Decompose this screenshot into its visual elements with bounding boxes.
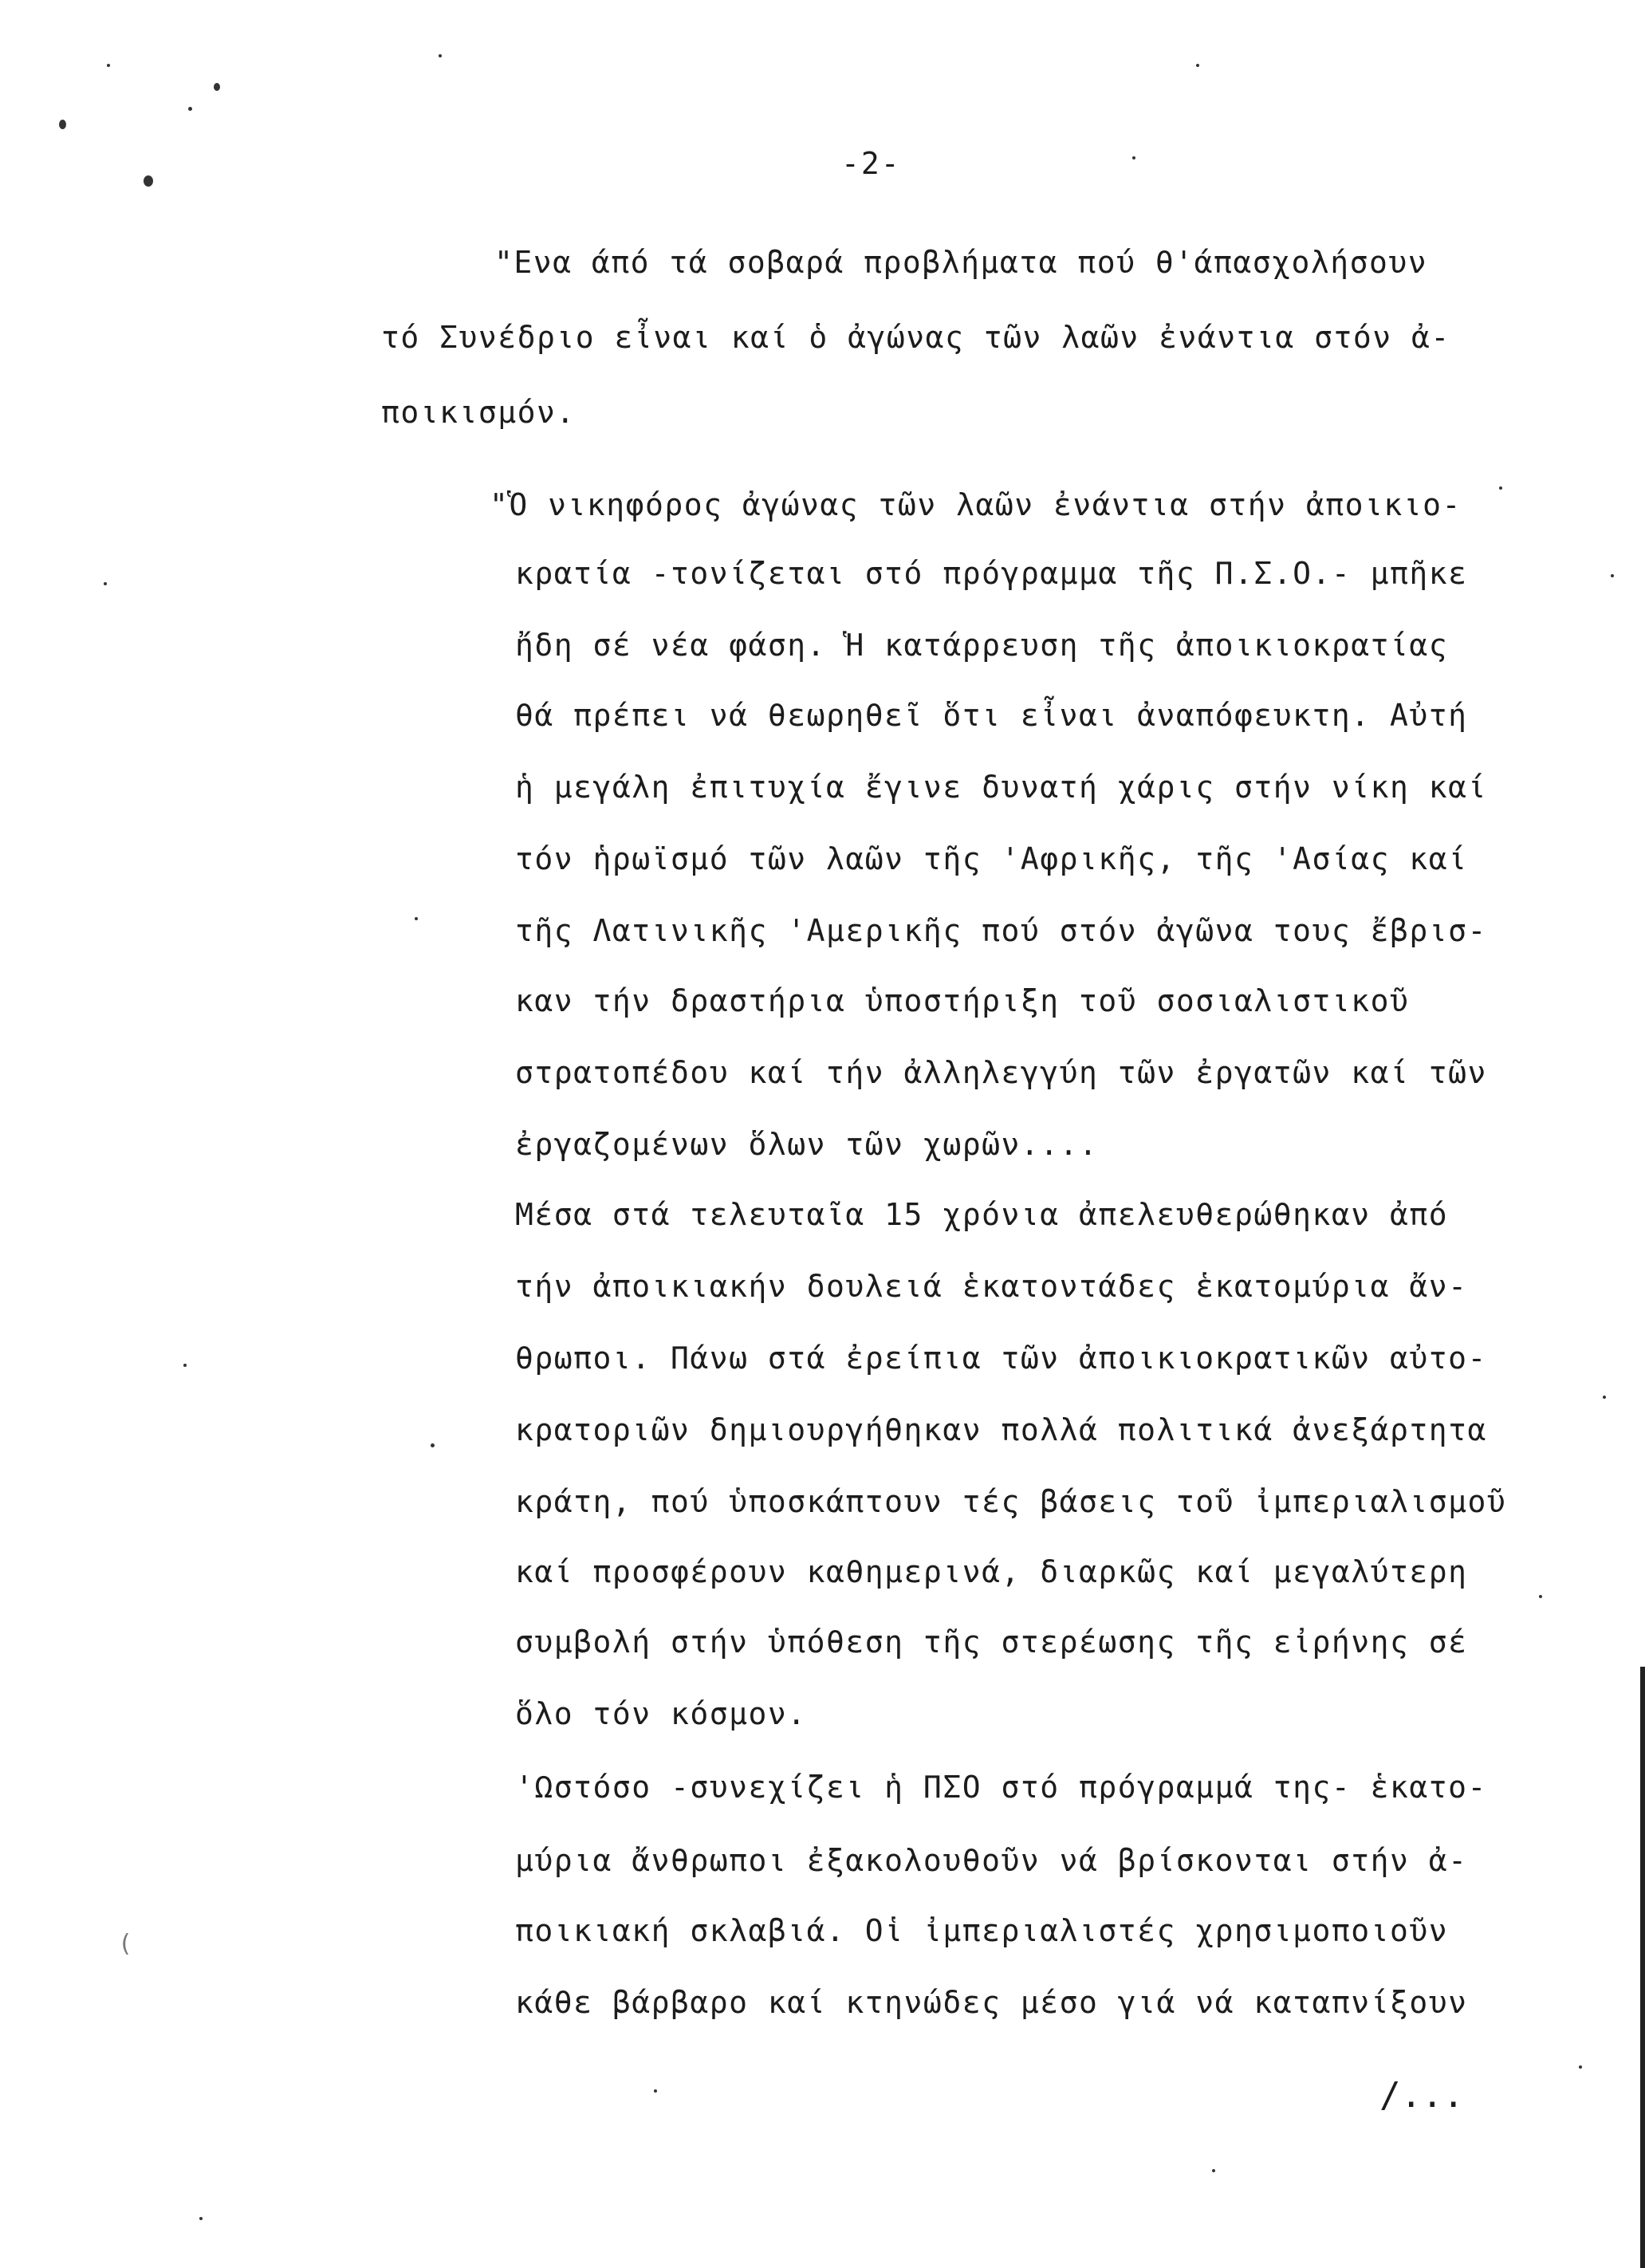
scan-speck [59,120,66,129]
text-line: ἤδη σέ νέα φάση. Ἡ κατάρρευση τῆς ἀποικιοκρατίας [515,628,1449,663]
page-number: -2- [841,146,901,181]
text-line: ποικισμόν. [381,395,576,430]
scan-speck [1196,64,1199,67]
scan-speck [1603,1396,1606,1399]
text-line: θά πρέπει νά θεωρηθεῖ ὅτι εἶναι ἀναπόφευκτη. Αὐτή [515,698,1468,733]
scan-speck [1499,486,1502,490]
scan-speck [199,2217,203,2220]
scan-speck [439,54,442,57]
text-line: τό Συνέδριο εἶναι καί ὁ ἀγώνας τῶν λαῶν ἐνάντια στόν ἀ- [381,320,1450,355]
scan-speck [188,107,192,111]
scan-speck [431,1443,435,1447]
text-line: κρατία -τονίζεται στό πρόγραμμα τῆς Π.Σ.Ο.- μπῆκε [515,556,1468,591]
scan-speck [1539,1595,1542,1598]
text-line: ἐργαζομένων ὅλων τῶν χωρῶν.... [515,1127,1099,1162]
text-line: ἡ μεγάλη ἐπιτυχία ἔγινε δυνατή χάρις στήν νίκη καί [515,770,1487,805]
scan-edge-shadow [1640,1667,1645,2268]
margin-scribble: ( [118,1930,133,1958]
text-line: μύρια ἄνθρωποι ἐξακολουθοῦν νά βρίσκονται στήν ἀ- [515,1843,1468,1878]
scan-speck [654,2089,657,2093]
text-line: ὅλο τόν κόσμον. [515,1696,807,1731]
scan-speck [1579,2065,1582,2069]
text-line: τῆς Λατινικῆς 'Αμερικῆς πού στόν ἀγῶνα τους ἔβρισ- [515,913,1487,948]
text-line: κρατοριῶν δημιουργήθηκαν πολλά πολιτικά ἀνεξάρτητα [515,1412,1487,1447]
text-line: ποικιακή σκλαβιά. Οἱ ἰμπεριαλιστές χρησιμοποιοῦν [515,1913,1449,1948]
text-line: κράτη, πού ὑποσκάπτουν τές βάσεις τοῦ ἰμπεριαλισμοῦ [515,1484,1507,1519]
scan-speck [1611,574,1614,577]
text-line: στρατοπέδου καί τήν ἀλληλεγγύη τῶν ἐργατῶν καί τῶν [515,1055,1487,1090]
scan-speck [214,83,220,91]
text-line: συμβολή στήν ὑπόθεση τῆς στερέωσης τῆς εἰρήνης σέ [515,1624,1468,1660]
continuation-mark: /... [1379,2075,1464,2116]
text-line: καί προσφέρουν καθημερινά, διαρκῶς καί μεγαλύτερη [515,1554,1468,1589]
text-line: "Ενα άπό τά σοβαρά προβλήματα πού θ'άπασχολήσουν [494,245,1428,280]
scan-speck [104,582,107,585]
text-line: τήν ἀποικιακήν δουλειά ἑκατοντάδες ἑκατομύρια ἄν- [515,1269,1468,1304]
scan-speck [1212,2169,1215,2172]
text-line: τόν ἡρωϊσμό τῶν λαῶν τῆς 'Αφρικῆς, τῆς 'Ασίας καί [515,841,1468,876]
text-line: κάθε βάρβαρο καί κτηνώδες μέσο γιά νά καταπνίξουν [515,1985,1468,2020]
scan-speck [144,175,153,187]
text-line: "Ὁ νικηφόρος ἀγώνας τῶν λαῶν ἐνάντια στήν ἀποικιο- [490,487,1462,522]
scan-speck [415,917,418,920]
text-line: θρωποι. Πάνω στά ἐρείπια τῶν ἀποικιοκρατικῶν αὐτο- [515,1341,1487,1376]
scan-speck [107,64,110,67]
scan-speck [1132,156,1135,159]
scan-speck [183,1364,187,1367]
text-line: καν τήν δραστήρια ὑποστήριξη τοῦ σοσιαλιστικοῦ [515,983,1410,1018]
text-line: Μέσα στά τελευταῖα 15 χρόνια ἀπελευθερώθηκαν ἀπό [515,1197,1449,1232]
text-line: 'Ωστόσο -συνεχίζει ἡ ΠΣΟ στό πρόγραμμά της- ἑκατο- [515,1770,1487,1805]
